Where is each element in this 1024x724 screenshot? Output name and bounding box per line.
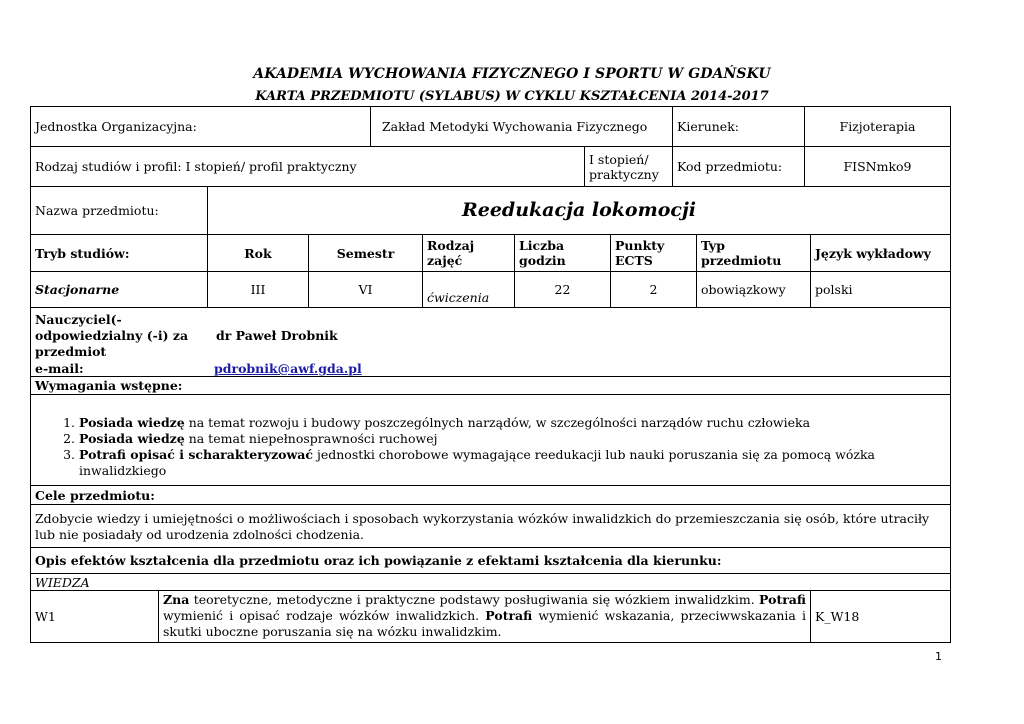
outcomes-section-knowledge: WIEDZA	[30, 573, 951, 591]
field-value-cell	[804, 106, 951, 147]
field-label-cell	[672, 106, 805, 147]
requirements-title: Wymagania wstępne:	[30, 376, 951, 395]
code-label: Kod przedmiotu:	[677, 159, 783, 174]
study-type-value-cell	[584, 146, 673, 187]
goals-text: Zdobycie wiedzy i umiejętności o możliwościach i sposobach wykorzystania wózków inwalidzkich do przemieszczania się osób, które utraciły lub nie posiadały od urodzenia zdolności chodzenia.	[30, 504, 951, 548]
ects-header: Punkty ECTS	[610, 234, 697, 272]
ects-value: 2	[610, 271, 697, 308]
code-value-cell	[804, 146, 951, 187]
class-type-header: Rodzaj zajęć	[422, 234, 515, 272]
code-label-cell	[672, 146, 805, 187]
requirements-list-cell	[30, 394, 951, 486]
unit-label: Jednostka Organizacyjna:	[35, 119, 197, 134]
field-label: Kierunek:	[677, 119, 739, 134]
subject-name-value-cell	[207, 186, 951, 235]
study-type-cell	[30, 146, 585, 187]
semester-header: Semestr	[308, 234, 423, 272]
institution-title: AKADEMIA WYCHOWANIA FIZYCZNEGO I SPORTU W GDAŃSKU	[253, 66, 771, 82]
outcomes-title: Opis efektów kształcenia dla przedmiotu oraz ich powiązanie z efektami kształcenia dla kierunku:	[30, 547, 951, 574]
subject-name-label-cell	[30, 186, 208, 235]
unit-label-cell	[30, 106, 371, 147]
teacher-name: dr Paweł Drobnik	[216, 328, 338, 343]
study-type-value: I stopień/ praktyczny	[589, 151, 659, 182]
year-header: Rok	[207, 234, 309, 272]
hours-header: Liczba godzin	[514, 234, 611, 272]
page-number: 1	[935, 650, 942, 663]
semester-value: VI	[308, 271, 423, 308]
requirements-list	[35, 415, 946, 479]
requirement-item: 2. Posiada wiedzę na temat niepełnosprawności ruchowej	[79, 431, 946, 447]
teacher-email-link[interactable]: pdrobnik@awf.gda.pl	[214, 361, 362, 376]
language-header: Język wykładowy	[810, 234, 951, 272]
subject-name: Reedukacja lokomocji	[461, 199, 697, 221]
outcome-id: W1	[30, 590, 159, 643]
subject-type-value: obowiązkowy	[696, 271, 811, 308]
card-title: KARTA PRZEDMIOTU (SYLABUS) W CYKLU KSZTAŁCENIA 2014-2017	[255, 89, 769, 104]
unit-value-cell	[370, 106, 673, 147]
year-value: III	[207, 271, 309, 308]
requirement-item: 1. Posiada wiedzę na temat rozwoju i budowy poszczególnych narządów, w szczególności narządów ruchu człowieka	[79, 415, 946, 431]
code-value: FISNmko9	[843, 159, 912, 174]
study-type-label: Rodzaj studiów i profil: I stopień/ profil praktyczny	[35, 159, 357, 174]
subject-type-header: Typ przedmiotu	[696, 234, 811, 272]
outcome-ref: K_W18	[810, 590, 951, 643]
subject-name-label: Nazwa przedmiotu:	[35, 203, 159, 218]
teacher-label: Nauczyciel(-odpowiedzialny (-i) za przedmiot	[35, 312, 189, 359]
requirement-item: 3. Potrafi opisać i scharakteryzować jednostki chorobowe wymagające reedukacji lub nauki poruszania się za pomocą wózka inwalidzkiego	[79, 447, 946, 479]
field-value: Fizjoterapia	[839, 119, 916, 134]
class-type-value: ćwiczenia	[422, 271, 515, 308]
outcome-description: Zna teoretyczne, metodyczne i praktyczne podstawy posługiwania się wózkiem inwalidzkim. Potrafi wymienić i opisać rodzaje wózków inwalidzkich. Potrafi wymienić wskazania, przeciwwskazania i skutki uboczne poruszania się na wózku inwalidzkim.	[158, 590, 811, 643]
language-value: polski	[810, 271, 951, 308]
mode-value: Stacjonarne	[30, 271, 208, 308]
teacher-cell	[30, 307, 951, 377]
mode-header: Tryb studiów:	[30, 234, 208, 272]
hours-value: 22	[514, 271, 611, 308]
goals-title: Cele przedmiotu:	[30, 485, 951, 505]
unit-value: Zakład Metodyki Wychowania Fizycznego	[382, 119, 648, 134]
email-label: e-mail:	[35, 361, 84, 376]
